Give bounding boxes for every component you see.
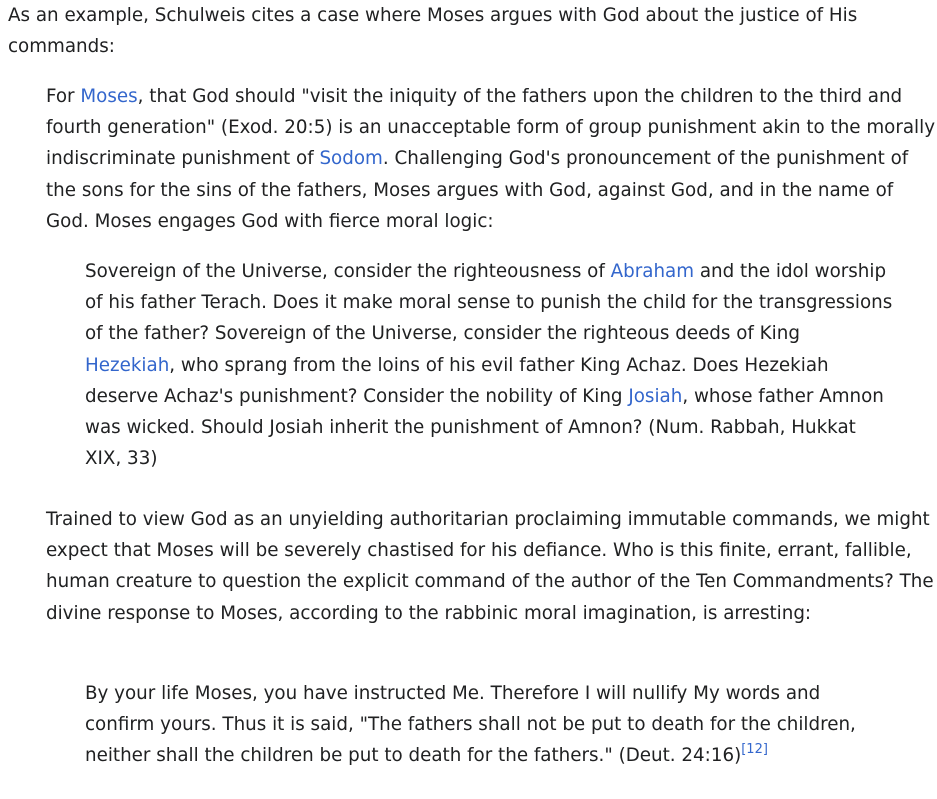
blockquote-nested-by-your-life xyxy=(85,678,895,772)
blockquote-moses-argument xyxy=(46,81,936,237)
inner1-text-3: , who sprang from the loins of his evil father King Achaz. Does Hezekiah deserve Achaz's punishment? Consider the nobility of King xyxy=(85,354,829,407)
blockquote-nested-sovereign xyxy=(85,256,895,474)
link-moses[interactable]: Moses xyxy=(80,86,138,107)
inner2-text: By your life Moses, you have instructed Me. Therefore I will nullify My words and confirm yours. Thus it is said, "The fathers shall not be put to death for the children, neither shall the children be put to death for the fathers." (Deut. 24:16) xyxy=(85,683,856,767)
inner1-text-2: and the idol worship of his father Terach. Does it make moral sense to punish the child for the transgressions of the father? Sovereign of the Universe, consider the righteous deeds of King xyxy=(85,261,893,345)
quote1-text-1: For xyxy=(46,86,81,107)
link-hezekiah[interactable]: Hezekiah xyxy=(85,354,170,376)
inner1-text-1: Sovereign of the Universe, consider the righteousness of xyxy=(85,261,611,282)
link-sodom[interactable]: Sodom xyxy=(319,148,383,170)
link-abraham[interactable]: Abraham xyxy=(610,261,695,282)
intro-paragraph: As an example, Schulweis cites a case where Moses argues with God about the justice of His commands: xyxy=(8,5,858,58)
link-josiah[interactable]: Josiah xyxy=(628,385,683,407)
reference-footnote xyxy=(741,742,768,757)
reference-link-12[interactable]: [12] xyxy=(741,742,768,758)
blockquote-divine-response-intro: Trained to view God as an unyielding authoritarian proclaiming immutable commands, we might expect that Moses will be severely chastised for his defiance. Who is this finite, errant, fallible, human creature to question the explicit command of the author of the Ten Commandments? The divine response to Moses, according to the rabbinic moral imagination, is arresting: xyxy=(46,509,934,624)
quote1-text-2: , that God should "visit the iniquity of the fathers upon the children to the third and fourth generation" (Exod. 20:5) is an unacceptable form of group punishment akin to the morally indiscriminate punishment of xyxy=(46,86,936,170)
inner1-text-4: , whose father Amnon was wicked. Should Josiah inherit the punishment of Amnon? (Num. Rabbah, Hukkat XIX, 33) xyxy=(85,385,884,470)
quote1-text-3: . Challenging God's pronouncement of the punishment of the sons for the sins of the fathers, Moses argues with God, against God, and in the name of God. Moses engages God with fierce moral logic: xyxy=(46,148,909,232)
